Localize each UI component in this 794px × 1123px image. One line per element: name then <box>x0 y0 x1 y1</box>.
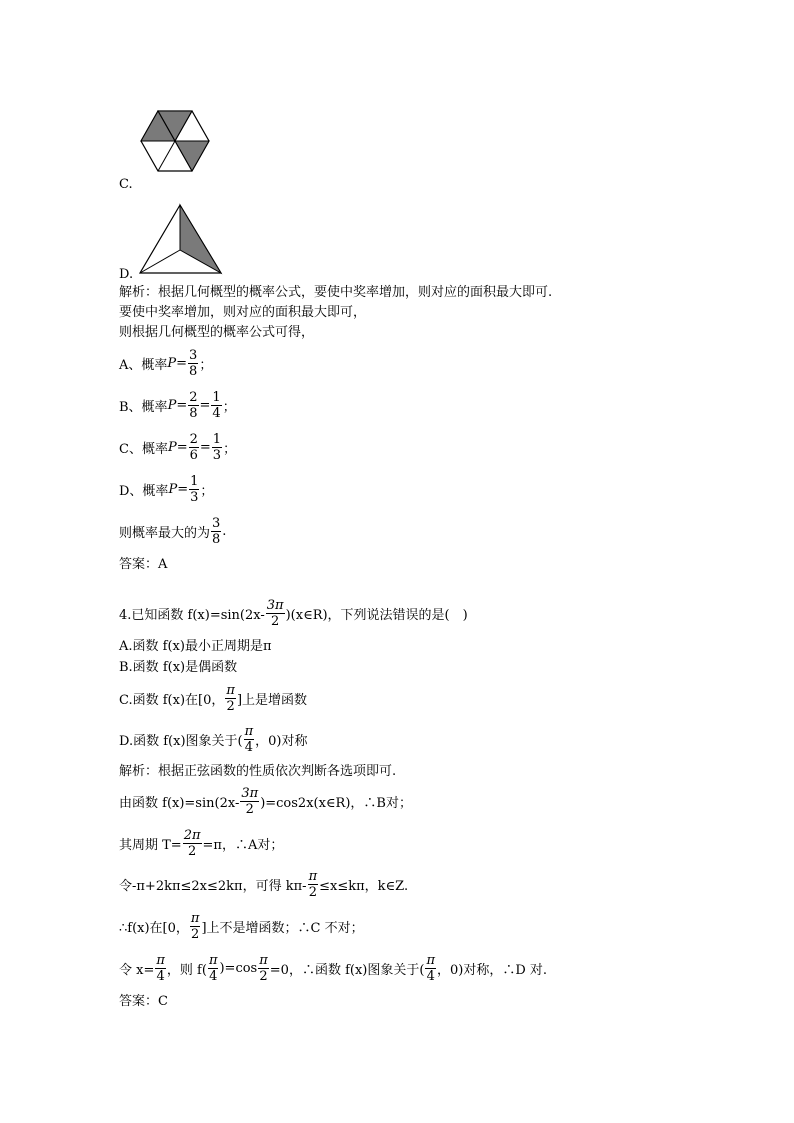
analysis1-line2: 要使中奖率增加，则对应的面积最大即可， <box>119 305 367 320</box>
prob-a-line: A、概率 P = $\frac{3}{8}$ ； <box>119 348 213 379</box>
fraction: $\frac{1}{3}$ <box>190 474 199 505</box>
fraction: $\frac{\pi}{2}$ <box>226 683 235 714</box>
answer-1: 答案：A <box>119 557 168 572</box>
fraction: $\frac{\pi}{4}$ <box>426 953 435 984</box>
analysis1-line1: 解析：根据几何概型的概率公式，要使中奖率增加，则对应的面积最大即可. <box>119 285 553 300</box>
option-b: B.函数 f(x)是偶函数 <box>119 660 238 675</box>
option-a: A.函数 f(x)最小正周期是π <box>119 639 272 654</box>
analysis2-line3: 其周期 T= $\frac{2\pi}{2}$ =π，∴A对； <box>119 828 284 859</box>
fraction: $\frac{1}{4}$ <box>212 390 221 421</box>
fraction: $\frac{3}{8}$ <box>189 348 198 379</box>
prob-c-line: C、概率 P = $\frac{2}{6}$ = $\frac{1}{3}$ ； <box>119 432 237 463</box>
fraction: $\frac{3}{8}$ <box>212 516 221 547</box>
triangle-figure <box>138 203 224 275</box>
fraction: $\frac{\pi}{2}$ <box>190 911 200 942</box>
prob-b-line: B、概率 P = $\frac{2}{8}$ = $\frac{1}{4}$ ； <box>119 390 236 421</box>
analysis2-line4: 令-π+2kπ≤2x≤2kπ，可得 kπ- $\frac{\pi}{2}$ ≤x≤kπ，k∈Z. <box>119 869 409 900</box>
fraction: $\frac{3\pi}{2}$ <box>266 598 284 629</box>
answer-2: 答案：C <box>119 994 168 1009</box>
analysis2-line2: 由函数 f(x)=sin(2x- $\frac{3\pi}{2}$ )=cos2x(x∈R)，∴B对； <box>119 786 412 817</box>
analysis1-line3: 则根据几何概型的概率公式可得， <box>119 325 315 340</box>
fraction: $\frac{1}{3}$ <box>212 432 222 463</box>
question4-stem: 4.已知函数 f(x)=sin(2x- $\frac{3\pi}{2}$ )(x∈R)，下列说法错误的是( ) <box>119 598 468 629</box>
fraction: $\frac{3\pi}{2}$ <box>241 786 259 817</box>
analysis2-line6: 令 x= $\frac{\pi}{4}$ ，则 f( $\frac{\pi}{4}$ )=cos $\frac{\pi}{2}$ =0，∴函数 f(x)图象关于( $\frac{\pi}{4}$ ，0)对称，∴D 对. <box>119 953 548 984</box>
option-c: C.函数 f(x)在[0， $\frac{\pi}{2}$ ]上是增函数 <box>119 683 308 714</box>
option-d: D.函数 f(x)图象关于( $\frac{\pi}{4}$ ，0)对称 <box>119 724 308 755</box>
hexagon-figure <box>139 109 211 173</box>
fraction: $\frac{\pi}{4}$ <box>244 724 254 755</box>
fraction: $\frac{\pi}{4}$ <box>208 953 218 984</box>
fraction: $\frac{\pi}{2}$ <box>259 953 268 984</box>
fraction: $\frac{2}{8}$ <box>189 390 198 421</box>
fraction: $\frac{2\pi}{2}$ <box>183 828 201 859</box>
analysis2-line1: 解析：根据正弦函数的性质依次判断各选项即可. <box>119 764 397 779</box>
figure-d-label: D. <box>119 267 134 282</box>
prob-d-line: D、概率 P = $\frac{1}{3}$ ； <box>119 474 214 505</box>
max-prob-line: 则概率最大的为 $\frac{3}{8}$ . <box>119 516 227 547</box>
analysis2-line5: ∴f(x)在[0， $\frac{\pi}{2}$ ]上不是增函数；∴C 不对； <box>119 911 364 942</box>
fraction: $\frac{2}{6}$ <box>189 432 198 463</box>
fraction: $\frac{\pi}{2}$ <box>308 869 318 900</box>
fraction: $\frac{\pi}{4}$ <box>156 953 165 984</box>
figure-c-label: C. <box>119 177 133 192</box>
